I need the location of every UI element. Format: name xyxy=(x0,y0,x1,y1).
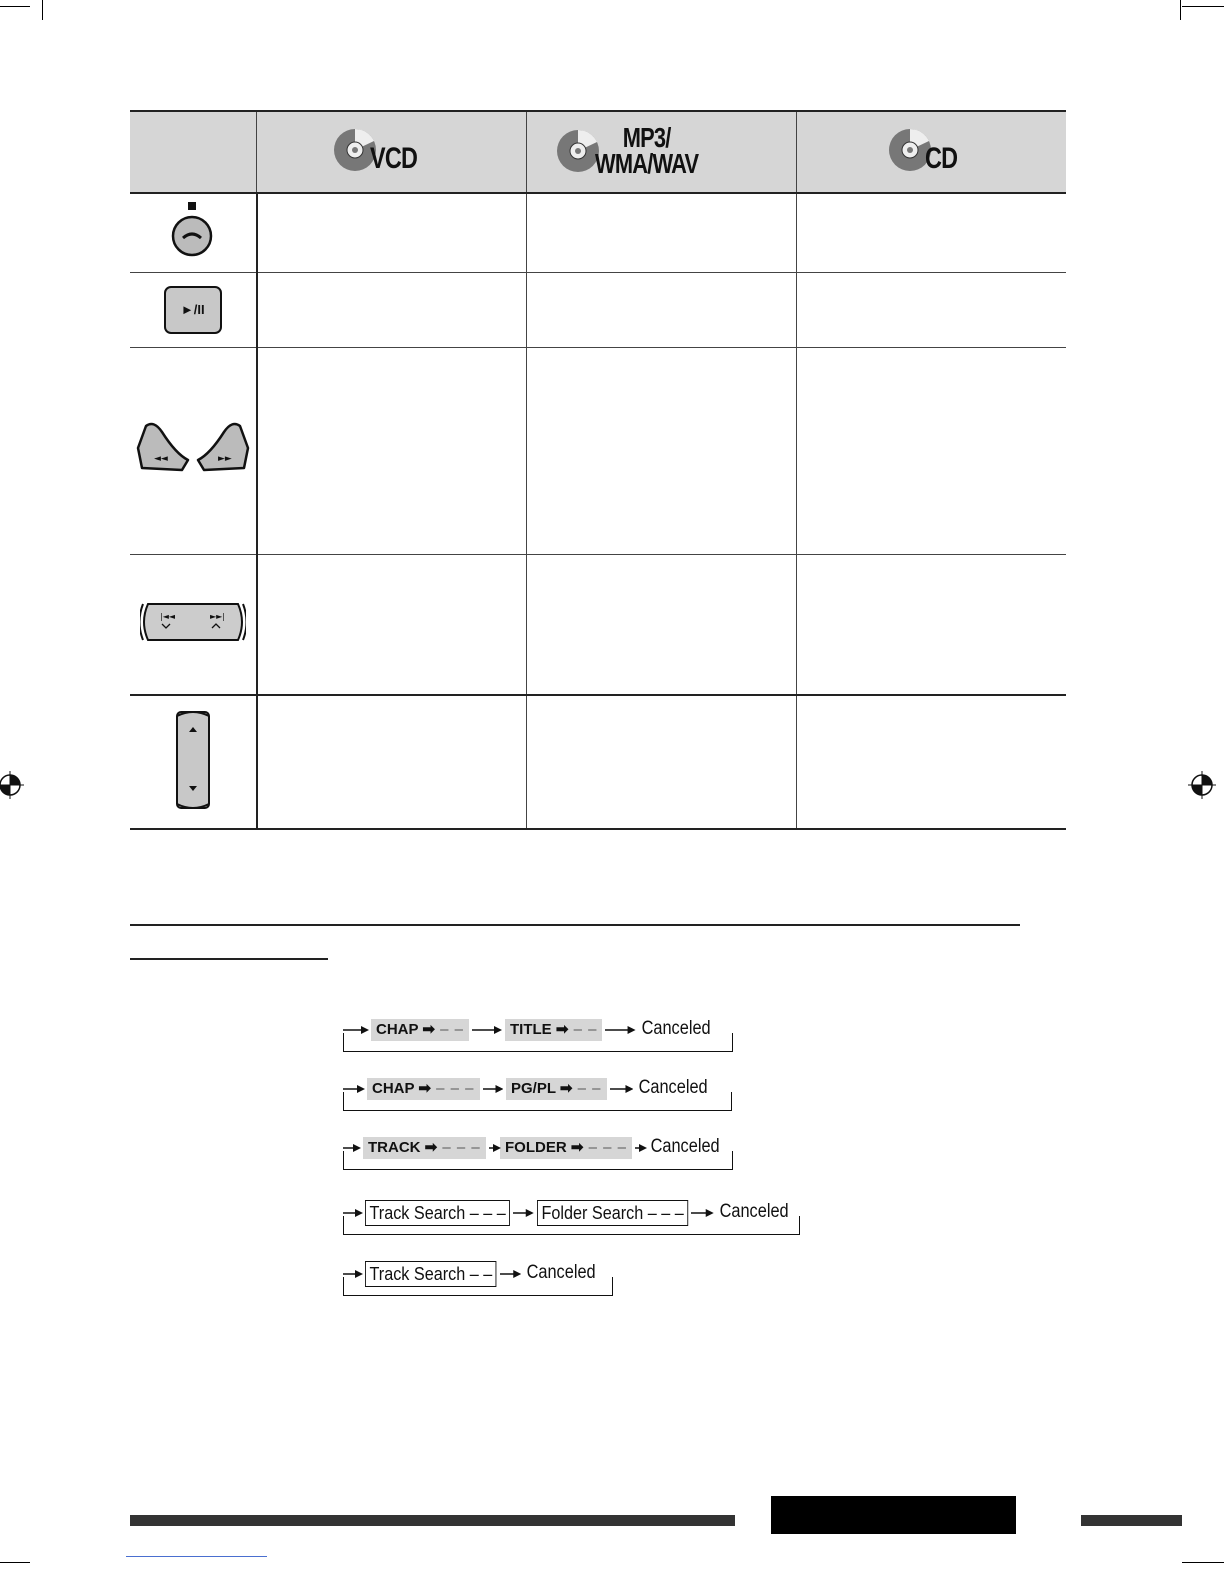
arrow-icon xyxy=(343,1268,363,1280)
svg-text:►►: ►► xyxy=(217,454,232,464)
canceled-label: Canceled xyxy=(636,1076,710,1100)
placeholder-dashes: – – – xyxy=(437,1139,481,1156)
placeholder-dashes: – – xyxy=(568,1021,598,1038)
search-flow-row xyxy=(343,1202,802,1236)
arrow-icon xyxy=(513,1207,534,1219)
table-row xyxy=(130,554,1066,695)
up-down-buttons-icon xyxy=(173,708,213,812)
up-down-cell xyxy=(130,695,257,829)
arrow-icon xyxy=(635,1142,647,1154)
header-mp3-wma-wav xyxy=(526,111,796,193)
search-box: Track Search – – xyxy=(365,1261,497,1287)
right-arrow-icon: ➡ xyxy=(414,1080,431,1097)
right-arrow-icon: ➡ xyxy=(420,1139,438,1156)
header-cd xyxy=(796,111,1066,193)
arrow-icon xyxy=(610,1083,633,1095)
stop-vcd-cell xyxy=(257,193,527,272)
mode-chip-label: TRACK xyxy=(368,1139,421,1156)
table-row xyxy=(130,695,1066,829)
play-cd-cell xyxy=(796,272,1066,347)
table-row xyxy=(130,347,1066,554)
right-arrow-icon: ➡ xyxy=(555,1080,573,1097)
footer-bar-right xyxy=(1081,1515,1182,1526)
crop-mark-bottom-right xyxy=(1182,1562,1224,1563)
table-header-row xyxy=(130,111,1066,193)
table-row xyxy=(130,272,1066,347)
placeholder-dashes: – – xyxy=(434,1021,465,1038)
arrow-icon xyxy=(472,1024,502,1036)
arrow-icon xyxy=(343,1024,369,1036)
arrow-icon xyxy=(343,1142,361,1154)
canceled-label: Canceled xyxy=(524,1261,598,1285)
prev-next-mp3-cell xyxy=(526,554,796,695)
right-arrow-icon: ➡ xyxy=(551,1021,569,1038)
stop-button-cell xyxy=(130,193,257,272)
search-box: Folder Search – – – xyxy=(537,1200,688,1226)
search-flow-row xyxy=(343,1019,735,1053)
crop-mark-top-left-v xyxy=(42,0,43,20)
mode-chip xyxy=(506,1078,607,1100)
mp3-wma-wav-label: MP3/ WMA/WAV xyxy=(595,122,699,179)
prev-next-cell xyxy=(130,554,257,695)
svg-text:|◄◄: |◄◄ xyxy=(159,611,175,621)
mode-chip-label: FOLDER xyxy=(505,1139,567,1156)
right-arrow-icon: ➡ xyxy=(418,1021,435,1038)
mode-chip xyxy=(371,1019,469,1041)
placeholder-dashes: – – – xyxy=(583,1139,627,1156)
play-mp3-cell xyxy=(526,272,796,347)
arrow-icon xyxy=(489,1142,501,1154)
crop-mark-top-left xyxy=(0,6,30,7)
mode-chip-label: PG/PL xyxy=(511,1080,556,1097)
right-arrow-icon: ➡ xyxy=(566,1139,584,1156)
canceled-label: Canceled xyxy=(717,1200,791,1224)
mode-chip-label: CHAP xyxy=(376,1021,419,1038)
prev-next-vcd-cell xyxy=(257,554,527,695)
play-pause-button-icon xyxy=(164,286,222,334)
svg-text:►►|: ►►| xyxy=(209,611,225,621)
play-pause-symbol: ►/II xyxy=(180,301,205,317)
up-down-vcd-cell xyxy=(257,695,527,829)
up-down-mp3-cell xyxy=(526,695,796,829)
rewind-vcd-cell xyxy=(257,347,527,554)
rewind-mp3-cell xyxy=(526,347,796,554)
table-row xyxy=(130,193,1066,272)
canceled-label: Canceled xyxy=(648,1135,722,1159)
mode-chip-label: TITLE xyxy=(510,1021,552,1038)
footer-underline xyxy=(126,1556,267,1557)
crop-mark-top-right xyxy=(1182,6,1224,7)
placeholder-dashes: – – – xyxy=(430,1080,475,1097)
controls-table xyxy=(130,110,1066,830)
search-flow-row xyxy=(343,1078,734,1112)
arrow-icon xyxy=(483,1083,503,1095)
rewind-cd-cell xyxy=(796,347,1066,554)
search-flow-row xyxy=(343,1263,615,1297)
section-rule xyxy=(130,924,1020,926)
previous-next-dial-icon xyxy=(140,602,246,642)
arrow-icon xyxy=(343,1207,363,1219)
header-empty-cell xyxy=(130,111,257,193)
crop-mark-bottom-left xyxy=(0,1562,30,1563)
search-box: Track Search – – – xyxy=(365,1200,510,1226)
arrow-icon xyxy=(605,1024,636,1036)
registration-mark-right-icon xyxy=(1188,771,1216,799)
mode-chip xyxy=(363,1137,486,1159)
vcd-label: VCD xyxy=(370,142,418,175)
mode-chip xyxy=(500,1137,632,1159)
rewind-ff-cell xyxy=(130,347,257,554)
stop-mp3-cell xyxy=(526,193,796,272)
play-pause-cell xyxy=(130,272,257,347)
heading-underline xyxy=(130,958,328,960)
up-down-cd-cell xyxy=(796,695,1066,829)
mode-chip-label: CHAP xyxy=(372,1080,415,1097)
stop-cd-cell xyxy=(796,193,1066,272)
canceled-label: Canceled xyxy=(639,1017,713,1041)
cd-label: CD xyxy=(924,142,957,175)
prev-next-cd-cell xyxy=(796,554,1066,695)
header-vcd xyxy=(257,111,527,193)
mode-chip xyxy=(367,1078,480,1100)
play-vcd-cell xyxy=(257,272,527,347)
search-flow-row xyxy=(343,1137,735,1171)
stop-button-icon xyxy=(168,200,218,260)
footer-page-tab xyxy=(771,1496,1016,1534)
arrow-icon xyxy=(691,1207,714,1219)
arrow-icon xyxy=(343,1083,365,1095)
placeholder-dashes: – – xyxy=(572,1080,602,1097)
registration-mark-left-icon xyxy=(0,771,24,799)
arrow-icon xyxy=(500,1268,521,1280)
crop-mark-top-right-v xyxy=(1180,0,1181,20)
rewind-fast-forward-icon xyxy=(132,418,254,478)
svg-text:◄◄: ◄◄ xyxy=(153,454,168,464)
mode-chip xyxy=(505,1019,602,1041)
footer-bar-left xyxy=(130,1515,735,1526)
